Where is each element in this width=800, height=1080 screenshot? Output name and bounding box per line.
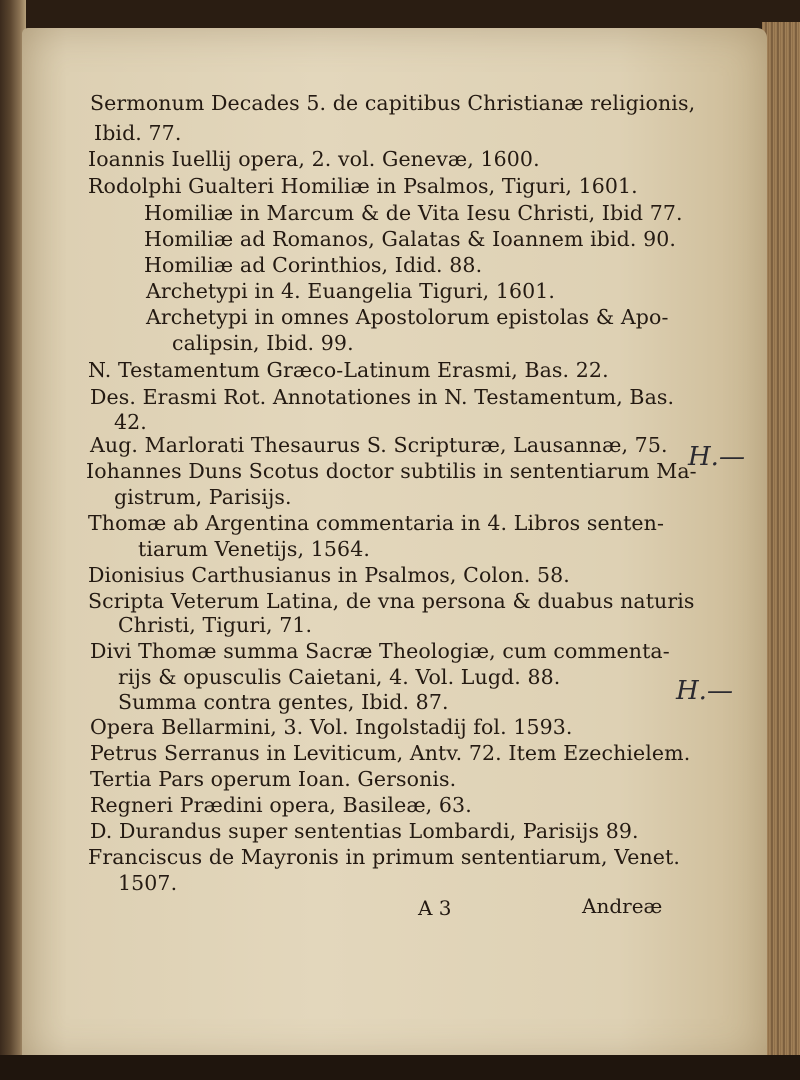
catalogue-line: N. Testamentum Græco-Latinum Erasmi, Bas. 22. [88,358,609,382]
catalogue-line: tiarum Venetijs, 1564. [138,537,370,561]
catalogue-line: Thomæ ab Argentina commentaria in 4. Libros senten- [88,511,664,535]
catalogue-line: Iohannes Duns Scotus doctor subtilis in sententiarum Ma- [86,459,697,483]
catalogue-line: 1507. [118,871,178,895]
signature-mark: A 3 [418,896,452,920]
catalogue-line: Regneri Prædini opera, Basileæ, 63. [90,793,472,817]
catalogue-line: Sermonum Decades 5. de capitibus Christianæ religionis, [90,91,696,115]
catalogue-line: Aug. Marlorati Thesaurus S. Scripturæ, Lausannæ, 75. [90,433,668,457]
catalogue-line: Christi, Tiguri, 71. [118,613,313,637]
catchword: Andreæ [582,894,663,918]
catalogue-line: gistrum, Parisijs. [114,485,292,509]
catalogue-line: Homiliæ ad Corinthios, Idid. 88. [144,253,483,277]
margin-note: H.— [688,442,745,472]
page-stack-edge [762,22,800,1080]
catalogue-line: Summa contra gentes, Ibid. 87. [118,690,449,714]
page [22,28,767,1063]
catalogue-line: D. Durandus super sententias Lombardi, Parisijs 89. [90,819,639,843]
margin-note: H.— [676,676,733,706]
catalogue-line: Homiliæ ad Romanos, Galatas & Ioannem ibid. 90. [144,227,676,251]
catalogue-line: Tertia Pars operum Ioan. Gersonis. [90,767,457,791]
catalogue-line: Divi Thomæ summa Sacræ Theologiæ, cum commenta- [90,639,670,663]
catalogue-line: Archetypi in 4. Euangelia Tiguri, 1601. [146,279,556,303]
catalogue-line: Scripta Veterum Latina, de vna persona & duabus naturis [88,589,695,613]
catalogue-line: calipsin, Ibid. 99. [172,331,354,355]
catalogue-line: Ibid. 77. [94,121,182,145]
catalogue-line: Opera Bellarmini, 3. Vol. Ingolstadij fol. 1593. [90,715,573,739]
catalogue-line: Homiliæ in Marcum & de Vita Iesu Christi, Ibid 77. [144,201,683,225]
catalogue-line: rijs & opusculis Caietani, 4. Vol. Lugd. 88. [118,665,561,689]
catalogue-line: Petrus Serranus in Leviticum, Antv. 72. Item Ezechielem. [90,741,691,765]
catalogue-line: Rodolphi Gualteri Homiliæ in Psalmos, Tiguri, 1601. [88,174,638,198]
background-shadow [0,1055,800,1080]
catalogue-line: Ioannis Iuellij opera, 2. vol. Genevæ, 1600. [88,147,540,171]
catalogue-line: Archetypi in omnes Apostolorum epistolas & Apo- [146,305,669,329]
catalogue-text [22,28,767,1063]
catalogue-line: Franciscus de Mayronis in primum sententiarum, Venet. [88,845,680,869]
catalogue-line: Dionisius Carthusianus in Psalmos, Colon. 58. [88,563,570,587]
catalogue-line: 42. [114,410,147,434]
catalogue-line: Des. Erasmi Rot. Annotationes in N. Testamentum, Bas. [90,385,675,409]
